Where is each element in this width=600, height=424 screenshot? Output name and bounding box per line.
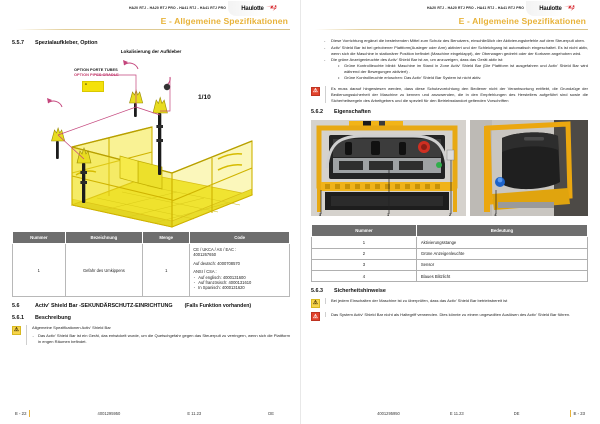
- sticker-badge-text: A: [85, 83, 87, 86]
- bullet-text: Diese Vorrichtung ergänzt die bestehenden Mittel zum Schutz des Benutzers, einschließlich der Aktivierungsbefehle auf dem Steuerpult oben.: [331, 38, 585, 43]
- cell-bedeutung: Sensor: [416, 259, 587, 270]
- cell-nummer: 3: [312, 259, 417, 270]
- section-number: 5.6: [12, 303, 20, 310]
- footer-revision: E 11.23: [449, 411, 464, 416]
- code-line: ANSI / CSA :: [193, 269, 217, 275]
- cell-nummer: 4: [312, 270, 417, 281]
- footer-language: DE: [513, 411, 520, 416]
- callout-list-item: - Das Activ' Shield Bar ist ein Gerät, das entwickelt wurde, um die Quetschgefahr gegen das Steuerpult zu verringern, wenn sich die Plattform in engen Räumen befindet.: [32, 333, 290, 344]
- header-models: HA20 RTJ - HA20 RTJ PRO - HA41 RTJ - HA41 RTJ PRO: [128, 6, 226, 10]
- section-number: 5.6.2: [311, 109, 323, 116]
- section-heading-5-6: [12, 303, 290, 309]
- callout-body: [26, 325, 290, 344]
- section-number: 5.6.3: [311, 288, 323, 295]
- section-title: Spezialaufkleber, Option: [35, 40, 98, 46]
- option-label-en: OPTION PIPES CRADLE: [74, 72, 119, 78]
- warning-triangle-icon: ⚠: [311, 299, 320, 308]
- section-title: Sicherheitshinweise: [334, 288, 386, 295]
- code-line: Auf deutsch: 4000708570: [193, 260, 240, 266]
- callout-text: Es muss darauf hingewiesen werden, dass diese Schutzvorrichtung den Bediener nicht der Verantwortung entfiebt, die Grundzüge der Bedienungssicherheit der Maschine zu kennen und anzuwenden, die in den Empfehlungen des Herstellers aufgeführt sind sowie die Sicherheitsregeln des Arbeitgebers und die speziell für den Betriebsstandort geltenden Vorschriften: [331, 86, 588, 103]
- list-item: [324, 57, 588, 80]
- photo-control-console: [311, 120, 466, 216]
- photo-label: 3: [319, 213, 322, 217]
- table-row: [312, 248, 588, 259]
- section-heading-5-6-2: [311, 109, 588, 115]
- code-sub: - Auf französisch: 4000131610: [193, 280, 286, 285]
- table-header-row: [312, 225, 588, 237]
- haulotte-arrow-icon: [564, 5, 575, 12]
- section-heading-5-5-7: [12, 40, 290, 46]
- photo-label: 1: [387, 213, 390, 217]
- photo-console-cover: [470, 120, 588, 216]
- sticker-table: [12, 231, 290, 297]
- page-title-left: E - Allgemeine Spezifikationen: [160, 16, 288, 26]
- code-sub: - Auf englisch: 4000131600: [193, 275, 286, 280]
- cell-nummer: 1: [13, 244, 66, 297]
- callout-body: [325, 312, 588, 318]
- list-item: [324, 38, 588, 44]
- pointer-dot: [164, 84, 170, 90]
- haulotte-logo: [526, 1, 588, 16]
- col-bedeutung: Bedeutung: [416, 225, 587, 237]
- code-sub: 4001267650: [193, 251, 217, 257]
- cell-nummer: 2: [312, 248, 417, 259]
- section-number: 5.5.7: [12, 40, 24, 46]
- haulotte-logo: [228, 1, 290, 16]
- code-sub: - In Spanisch: 4000131620: [193, 285, 286, 290]
- callout-text: Das System Activ' Shield Bar nicht als Haltegriff verwenden. Dies könnte zu einem ungewollten Auslösen des Activ' Shield Bar führen.: [331, 311, 571, 317]
- danger-triangle-icon: ⚠: [311, 312, 320, 321]
- page-footer-left: [0, 410, 300, 417]
- photo-label: 2: [449, 213, 452, 217]
- cell-bedeutung: Aktivierungsstange: [416, 237, 587, 248]
- figure-scale-ratio: 1/10: [198, 94, 211, 101]
- table-header-row: [13, 232, 290, 244]
- callout-body: [325, 86, 588, 103]
- page-title-right: E - Allgemeine Spezifikationen: [458, 16, 586, 26]
- table-row: [13, 244, 290, 297]
- cell-nummer: 1: [312, 237, 417, 248]
- sub-list-item: • Grüne Kontrollleuchte blinkt: Maschine im Stand in Zone Activ' Shield Bar (Die Plattform ist ausgefahren und Activ' Shield Bar wird während der Bewegungen aktiviert) .: [337, 63, 588, 75]
- photo-cover-svg: [470, 120, 588, 216]
- code-group: [193, 261, 286, 266]
- footer-page-number: E - 23: [570, 410, 588, 417]
- haulotte-arrow-icon: [266, 5, 277, 12]
- footer-page-number: E - 22: [12, 410, 30, 417]
- code-line: CE / UKCA / AS / EAC :: [193, 246, 237, 252]
- footer-doc-number: 4001295950: [97, 411, 121, 416]
- photo-pair: [311, 120, 588, 216]
- page-header-right: [311, 0, 588, 34]
- page-footer-right: [301, 410, 600, 417]
- callout-body: [325, 298, 588, 304]
- legend-table: [311, 224, 588, 282]
- warning-triangle-icon: ⚠: [12, 326, 21, 335]
- section-title: Eigenschaften: [334, 109, 371, 116]
- table-row: [312, 237, 588, 248]
- table-row: [312, 259, 588, 270]
- bullet-text: Die grüne Anzeigenleuchte des Activ' Shield Bar ist an, um anzuzeigen, dass das Gerät aktiv ist:: [331, 57, 504, 63]
- section-number: 5.6.1: [12, 315, 24, 322]
- section-heading-5-6-3: [311, 288, 588, 294]
- danger-triangle-icon: ⚠: [311, 87, 320, 96]
- bullet-text: Activ' Shield Bar ist bei gehobener Plattform(Ausleger oder Arm) aktiviert und der Schleichgang ist automatisch eingeschaltet. Es ist nicht aktiv, wenn sich die Maschine in stationärer Position befindet (Maschine eingeklappt), der Oberwagen gedreht oder der Korbarm angehoben wird.: [331, 44, 588, 56]
- header-divider-left: [16, 29, 290, 30]
- header-models: HA20 RTJ - HA20 RTJ PRO - HA41 RTJ - HA41 RTJ PRO: [426, 6, 524, 10]
- sub-list-item: • Grüne Kontrollleuchte erloschen: Das Activ' Shield Bar System ist nicht aktiv.: [337, 75, 588, 81]
- figure-caption: Lokalisierung der Aufkleber: [120, 49, 182, 54]
- cell-bezeichnung: Gefahr des Umkippens: [65, 244, 143, 297]
- callout-list: [32, 333, 290, 344]
- rotation-arrows: [47, 60, 170, 107]
- sub-bullet-list: [337, 63, 588, 80]
- code-group: [193, 269, 286, 291]
- platform-drawing-svg: [12, 55, 290, 231]
- section-title-extra: (Falls Funktion vorhanden): [184, 303, 252, 310]
- page-header-left: [12, 0, 290, 34]
- col-nummer: Nummer: [312, 225, 417, 237]
- platform-illustration: [12, 55, 290, 231]
- list-item: [324, 45, 588, 57]
- section-heading-5-6-1: [12, 315, 290, 321]
- option-label-fr: OPTION PORTE TUBES: [74, 67, 118, 72]
- table-row: [312, 270, 588, 281]
- section-title: Beschreibung: [35, 315, 71, 322]
- feature-bullet-list: [324, 38, 588, 80]
- cell-code: [190, 244, 290, 297]
- cell-bedeutung: Blaues Blitzlicht: [416, 270, 587, 281]
- photo-console-svg: [311, 120, 466, 216]
- logo-wordmark: Haulotte: [539, 5, 562, 12]
- footer-language: DE: [268, 411, 274, 416]
- code-group: [193, 247, 286, 258]
- logo-wordmark: Haulotte: [241, 5, 264, 12]
- callout-text: Bei jedem Einschalten der Maschine ist zu überprüfen, dass das Activ' Shield Bar betriebsbereit ist: [331, 298, 508, 304]
- col-bezeichnung: Bezeichnung: [65, 232, 143, 244]
- col-menge: Menge: [143, 232, 190, 244]
- cell-bedeutung: Grüne Anzeigenleuchte: [416, 248, 587, 259]
- footer-doc-number: 4001295950: [377, 411, 400, 416]
- callout-check-warning: [311, 298, 588, 308]
- footer-revision: E 11.23: [187, 411, 202, 416]
- header-divider-right: [315, 29, 588, 30]
- page-right: [300, 0, 600, 424]
- callout-danger-responsibility: [311, 86, 588, 103]
- callout-title: Allgemeine Spezifikationen Activ' Shield Bar: [32, 325, 111, 331]
- col-code: Code: [190, 232, 290, 244]
- col-nummer: Nummer: [13, 232, 66, 244]
- cell-menge: 1: [143, 244, 190, 297]
- section-title: Activ' Shield Bar -SEKUNDÄRSCHUTZ-EINRICHTUNG: [35, 303, 173, 310]
- callout-description: [12, 325, 290, 344]
- callout-handgrip-danger: [311, 312, 588, 322]
- photo-label: 4: [494, 213, 497, 217]
